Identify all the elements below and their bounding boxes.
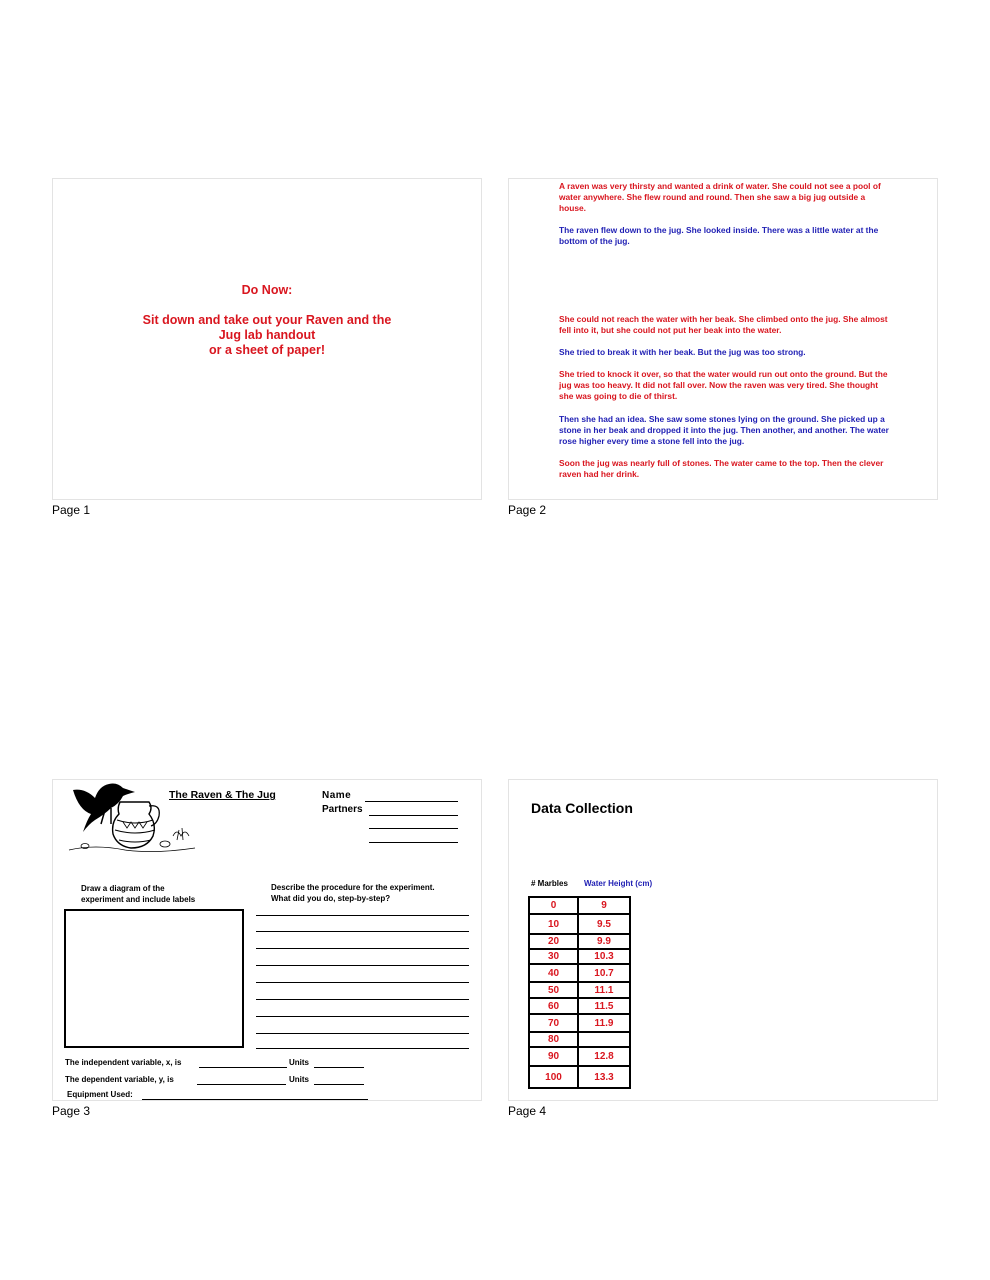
procedure-instruction-line-1: Describe the procedure for the experiment.	[271, 883, 435, 892]
marbles-cell: 0	[529, 897, 578, 914]
independent-variable-blank[interactable]	[199, 1067, 287, 1068]
equipment-used-label: Equipment Used:	[67, 1090, 133, 1099]
procedure-answer-line[interactable]	[256, 948, 469, 949]
story-paragraph: Then she had an idea. She saw some stones lying on the ground. She picked up a stone in her beak and dropped it into the jug. Then another, and another. The water rose higher every time a stone fell into the jug.	[559, 414, 889, 446]
table-row	[529, 949, 630, 964]
procedure-answer-line[interactable]	[256, 1016, 469, 1017]
partners-blank-line[interactable]	[369, 842, 458, 843]
marbles-cell: 60	[529, 998, 578, 1014]
table-row	[529, 914, 630, 934]
data-table	[528, 896, 631, 1089]
table-row	[529, 1032, 630, 1047]
story-paragraph: Soon the jug was nearly full of stones. The water came to the top. Then the clever raven had her drink.	[559, 458, 884, 479]
slide-page-4	[508, 779, 938, 1101]
slide-page-3	[52, 779, 482, 1101]
page-4-caption: Page 4	[508, 1104, 547, 1118]
marbles-cell: 10	[529, 914, 578, 934]
partners-blank-line[interactable]	[369, 815, 458, 816]
page-2-caption: Page 2	[508, 503, 547, 517]
independent-variable-label: The independent variable, x, is	[65, 1058, 182, 1067]
procedure-instruction-line-2: What did you do, step-by-step?	[271, 894, 391, 903]
water-height-cell: 9.5	[578, 914, 630, 934]
procedure-answer-line[interactable]	[256, 931, 469, 932]
table-row	[529, 1066, 630, 1088]
water-height-cell: 11.9	[578, 1014, 630, 1032]
water-height-cell: 9.9	[578, 934, 630, 949]
diagram-drawing-box[interactable]	[64, 909, 244, 1048]
marbles-cell: 40	[529, 964, 578, 982]
story-paragraph: She tried to knock it over, so that the water would run out onto the ground. But the jug was too heavy. It did not fall over. Now the raven was very tired. She thought she was going to die of thirst.	[559, 369, 888, 401]
table-row	[529, 964, 630, 982]
do-now-line-1: Sit down and take out your Raven and the	[142, 313, 392, 327]
table-row	[529, 1047, 630, 1066]
name-blank-line[interactable]	[365, 801, 458, 802]
partners-blank-line[interactable]	[369, 828, 458, 829]
marbles-cell: 30	[529, 949, 578, 964]
water-height-cell: 11.1	[578, 982, 630, 998]
marbles-cell: 100	[529, 1066, 578, 1088]
procedure-answer-line[interactable]	[256, 915, 469, 916]
marbles-cell: 90	[529, 1047, 578, 1066]
dependent-variable-label: The dependent variable, y, is	[65, 1075, 174, 1084]
name-label: Name	[322, 790, 352, 801]
marbles-cell: 50	[529, 982, 578, 998]
diagram-instruction-line-2: experiment and include labels	[81, 895, 196, 904]
table-row	[529, 1014, 630, 1032]
slide-page-2	[508, 178, 938, 500]
story-paragraph: A raven was very thirsty and wanted a drink of water. She could not see a pool of water anywhere. She flew round and round. Then she saw a big jug outside a house.	[559, 181, 881, 213]
water-height-cell: 13.3	[578, 1066, 630, 1088]
story-paragraph: The raven flew down to the jug. She looked inside. There was a little water at the bottom of the jug.	[559, 225, 879, 246]
water-height-cell: 12.8	[578, 1047, 630, 1066]
procedure-answer-line[interactable]	[256, 965, 469, 966]
do-now-heading: Do Now:	[241, 283, 293, 297]
table-row	[529, 934, 630, 949]
page-3-caption: Page 3	[52, 1104, 91, 1118]
procedure-answer-line[interactable]	[256, 1033, 469, 1034]
water-height-cell	[578, 1032, 630, 1047]
slide-page-1	[52, 178, 482, 500]
table-row	[529, 982, 630, 998]
diagram-instruction-line-1: Draw a diagram of the	[81, 884, 165, 893]
marbles-cell: 20	[529, 934, 578, 949]
independent-units-blank[interactable]	[314, 1067, 364, 1068]
procedure-answer-line[interactable]	[256, 999, 469, 1000]
water-height-cell: 10.3	[578, 949, 630, 964]
story-paragraph: She could not reach the water with her beak. She climbed onto the jug. She almost fell into it, but she could not put her beak into the water.	[559, 314, 888, 335]
partners-label: Partners	[322, 804, 363, 815]
page-1-caption: Page 1	[52, 503, 91, 517]
table-row	[529, 897, 630, 914]
data-collection-title: Data Collection	[531, 800, 633, 816]
marbles-cell: 80	[529, 1032, 578, 1047]
dependent-variable-blank[interactable]	[197, 1084, 286, 1085]
dependent-units-label: Units	[289, 1075, 309, 1084]
procedure-answer-line[interactable]	[256, 982, 469, 983]
water-height-cell: 10.7	[578, 964, 630, 982]
table-row	[529, 998, 630, 1014]
dependent-units-blank[interactable]	[314, 1084, 364, 1085]
lab-title: The Raven & The Jug	[169, 789, 276, 801]
water-height-column-header: Water Height (cm)	[584, 879, 653, 888]
procedure-answer-line[interactable]	[256, 1048, 469, 1049]
water-height-cell: 11.5	[578, 998, 630, 1014]
story-paragraph: She tried to break it with her beak. But the jug was too strong.	[559, 347, 806, 357]
equipment-used-blank[interactable]	[142, 1099, 368, 1100]
marbles-cell: 70	[529, 1014, 578, 1032]
marbles-column-header: # Marbles	[531, 879, 568, 888]
do-now-line-3: or a sheet of paper!	[209, 343, 325, 357]
independent-units-label: Units	[289, 1058, 309, 1067]
water-height-cell: 9	[578, 897, 630, 914]
do-now-line-2: Jug lab handout	[218, 328, 316, 342]
